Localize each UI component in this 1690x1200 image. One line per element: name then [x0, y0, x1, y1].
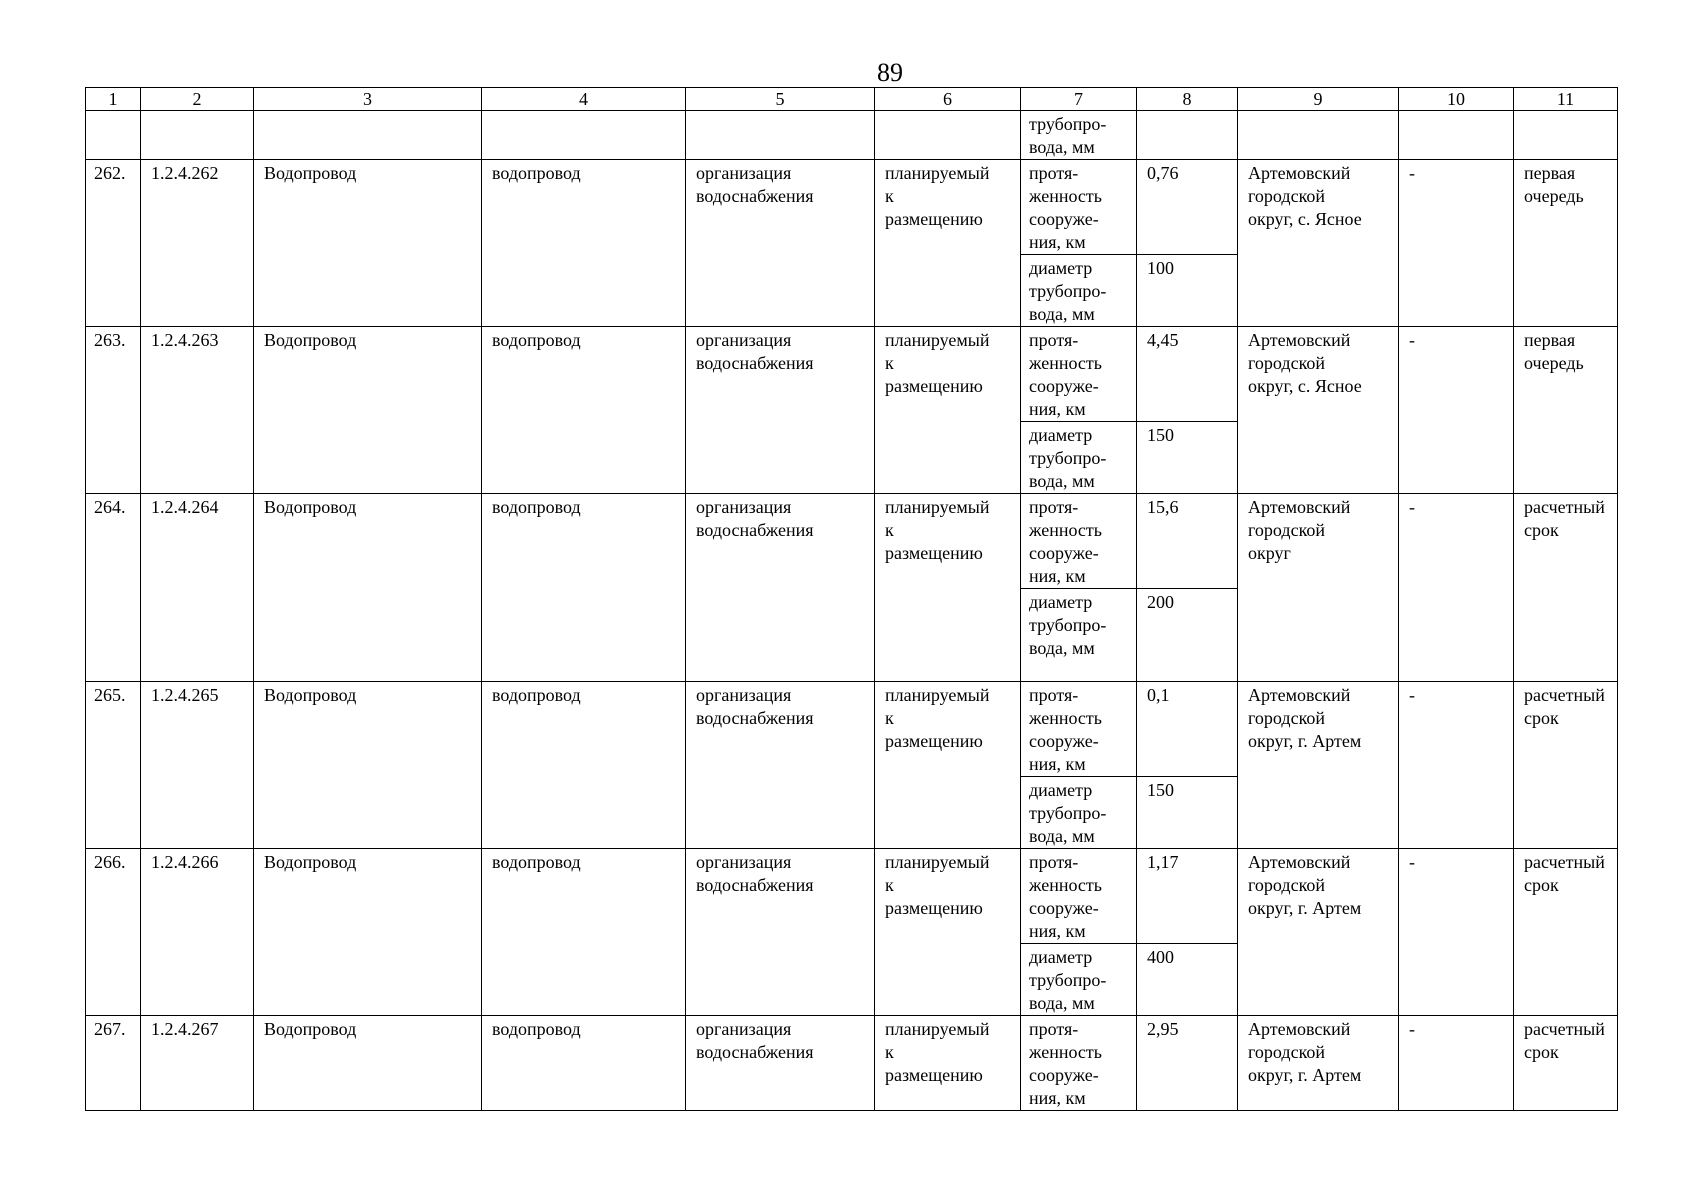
purpose-cell: организация водоснабжения	[686, 849, 875, 1016]
row-number-cell: 267.	[86, 1016, 141, 1111]
column-number: 11	[1514, 88, 1618, 111]
column-number: 9	[1238, 88, 1399, 111]
table-row	[86, 494, 1618, 589]
row-number-cell: 263.	[86, 327, 141, 494]
type-cell: водопровод	[482, 494, 686, 682]
status-cell: планируемый к размещению	[875, 494, 1021, 682]
value-cell: 1,17	[1137, 849, 1238, 944]
table-row	[86, 327, 1618, 422]
value-cell: 100	[1137, 255, 1238, 327]
zone-cell: -	[1399, 849, 1514, 1016]
row-number-cell: 265.	[86, 682, 141, 849]
stage-cell: первая очередь	[1514, 160, 1618, 327]
value-cell: 15,6	[1137, 494, 1238, 589]
stage-cell: расчетный срок	[1514, 494, 1618, 682]
parameter-cell: трубопро- вода, мм	[1021, 111, 1137, 160]
location-cell: Артемовский городской округ, с. Ясное	[1238, 327, 1399, 494]
stage-cell: первая очередь	[1514, 327, 1618, 494]
name-cell: Водопровод	[254, 1016, 482, 1111]
type-cell: водопровод	[482, 682, 686, 849]
status-cell: планируемый к размещению	[875, 849, 1021, 1016]
code-cell: 1.2.4.266	[141, 849, 254, 1016]
table-row	[86, 682, 1618, 777]
parameter-cell: протя- женность сооруже- ния, км	[1021, 682, 1137, 777]
parameter-cell: протя- женность сооруже- ния, км	[1021, 849, 1137, 944]
status-cell: планируемый к размещению	[875, 682, 1021, 849]
table-row	[86, 849, 1618, 944]
parameter-cell: диаметр трубопро- вода, мм	[1021, 777, 1137, 849]
column-number: 6	[875, 88, 1021, 111]
code-cell: 1.2.4.262	[141, 160, 254, 327]
purpose-cell: организация водоснабжения	[686, 1016, 875, 1111]
location-cell: Артемовский городской округ, г. Артем	[1238, 682, 1399, 849]
table-row	[86, 160, 1618, 255]
zone-cell: -	[1399, 682, 1514, 849]
code-cell: 1.2.4.263	[141, 327, 254, 494]
registry-table	[85, 87, 1618, 1111]
parameter-cell: диаметр трубопро- вода, мм	[1021, 589, 1137, 682]
zone-cell: -	[1399, 160, 1514, 327]
value-cell: 4,45	[1137, 327, 1238, 422]
name-cell: Водопровод	[254, 160, 482, 327]
column-number-row	[86, 88, 1618, 111]
zone-cell: -	[1399, 327, 1514, 494]
value-cell: 0,76	[1137, 160, 1238, 255]
value-cell: 2,95	[1137, 1016, 1238, 1111]
parameter-cell: протя- женность сооруже- ния, км	[1021, 327, 1137, 422]
column-number: 5	[686, 88, 875, 111]
type-cell: водопровод	[482, 849, 686, 1016]
location-cell: Артемовский городской округ, с. Ясное	[1238, 160, 1399, 327]
purpose-cell: организация водоснабжения	[686, 160, 875, 327]
status-cell: планируемый к размещению	[875, 327, 1021, 494]
code-cell: 1.2.4.265	[141, 682, 254, 849]
stage-cell: расчетный срок	[1514, 682, 1618, 849]
table-row	[86, 1016, 1618, 1111]
status-cell: планируемый к размещению	[875, 1016, 1021, 1111]
value-cell: 200	[1137, 589, 1238, 682]
stage-cell: расчетный срок	[1514, 1016, 1618, 1111]
column-number: 2	[141, 88, 254, 111]
continued-row	[86, 111, 1618, 160]
value-cell: 150	[1137, 422, 1238, 494]
status-cell: планируемый к размещению	[875, 160, 1021, 327]
parameter-cell: диаметр трубопро- вода, мм	[1021, 422, 1137, 494]
name-cell: Водопровод	[254, 849, 482, 1016]
purpose-cell: организация водоснабжения	[686, 682, 875, 849]
name-cell: Водопровод	[254, 682, 482, 849]
value-cell: 150	[1137, 777, 1238, 849]
name-cell: Водопровод	[254, 494, 482, 682]
location-cell: Артемовский городской округ, г. Артем	[1238, 1016, 1399, 1111]
column-number: 4	[482, 88, 686, 111]
row-number-cell: 262.	[86, 160, 141, 327]
zone-cell: -	[1399, 494, 1514, 682]
purpose-cell: организация водоснабжения	[686, 327, 875, 494]
code-cell: 1.2.4.264	[141, 494, 254, 682]
type-cell: водопровод	[482, 327, 686, 494]
column-number: 8	[1137, 88, 1238, 111]
parameter-cell: протя- женность сооруже- ния, км	[1021, 1016, 1137, 1111]
column-number: 3	[254, 88, 482, 111]
location-cell: Артемовский городской округ, г. Артем	[1238, 849, 1399, 1016]
row-number-cell: 264.	[86, 494, 141, 682]
column-number: 1	[86, 88, 141, 111]
parameter-cell: диаметр трубопро- вода, мм	[1021, 944, 1137, 1016]
row-number-cell: 266.	[86, 849, 141, 1016]
code-cell: 1.2.4.267	[141, 1016, 254, 1111]
parameter-cell: диаметр трубопро- вода, мм	[1021, 255, 1137, 327]
column-number: 10	[1399, 88, 1514, 111]
zone-cell: -	[1399, 1016, 1514, 1111]
parameter-cell: протя- женность сооруже- ния, км	[1021, 494, 1137, 589]
column-number: 7	[1021, 88, 1137, 111]
value-cell: 400	[1137, 944, 1238, 1016]
purpose-cell: организация водоснабжения	[686, 494, 875, 682]
type-cell: водопровод	[482, 1016, 686, 1111]
type-cell: водопровод	[482, 160, 686, 327]
name-cell: Водопровод	[254, 327, 482, 494]
location-cell: Артемовский городской округ	[1238, 494, 1399, 682]
stage-cell: расчетный срок	[1514, 849, 1618, 1016]
value-cell: 0,1	[1137, 682, 1238, 777]
page-number: 89	[877, 58, 903, 87]
parameter-cell: протя- женность сооруже- ния, км	[1021, 160, 1137, 255]
